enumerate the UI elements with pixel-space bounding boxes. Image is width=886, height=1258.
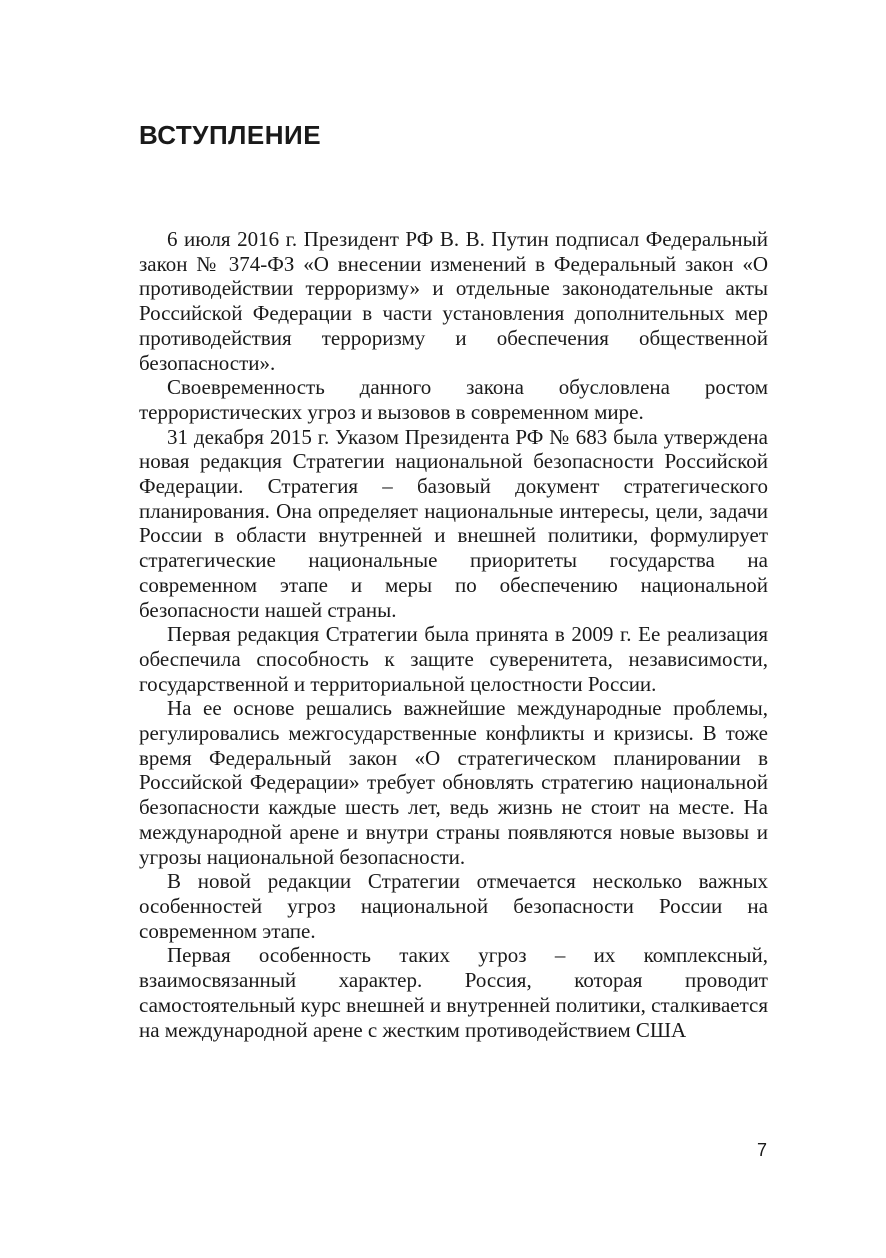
paragraph-4: Первая редакция Стратегии была принята в 2009 г. Ее реализация обеспечила способность к защите суверенитета, независимости, государственной и территориальной целостности России. <box>139 622 768 696</box>
chapter-body <box>139 227 768 1042</box>
paragraph-5: На ее основе решались важнейшие международные проблемы, регулировались межгосударственные конфликты и кризисы. В тоже время Федеральный закон «О стратегическом планировании в Российской Федерации» требует обновлять стратегию национальной безопасности каждые шесть лет, ведь жизнь не стоит на месте. На международной арене и внутри страны появляются новые вызовы и угрозы национальной безопасности. <box>139 696 768 869</box>
page-number: 7 <box>756 1140 767 1160</box>
paragraph-7: Первая особенность таких угроз – их комплексный, взаимосвязанный характер. Россия, которая проводит самостоятельный курс внешней и внутренней политики, сталкивается на международной арене с жестким противодействием США <box>139 943 768 1042</box>
paragraph-1: 6 июля 2016 г. Президент РФ В. В. Путин подписал Федеральный закон № 374-ФЗ «О внесении изменений в Федеральный закон «О противодействии терроризму» и отдельные законодательные акты Российской Федерации в части установления дополнительных мер противодействия терроризму и обеспечения общественной безопасности». <box>139 227 768 375</box>
paragraph-2: Своевременность данного закона обусловлена ростом террористических угроз и вызовов в современном мире. <box>139 375 768 424</box>
paragraph-3: 31 декабря 2015 г. Указом Президента РФ № 683 была утверждена новая редакция Стратегии национальной безопасности Российской Федерации. Стратегия – базовый документ стратегического планирования. Она определяет национальные интересы, цели, задачи России в области внутренней и внешней политики, формулирует стратегические национальные приоритеты государства на современном этапе и меры по обеспечению национальной безопасности нашей страны. <box>139 424 768 622</box>
chapter-heading: ВСТУПЛЕНИЕ <box>139 120 322 150</box>
paragraph-6: В новой редакции Стратегии отмечается несколько важных особенностей угроз национальной безопасности России на современном этапе. <box>139 869 768 943</box>
